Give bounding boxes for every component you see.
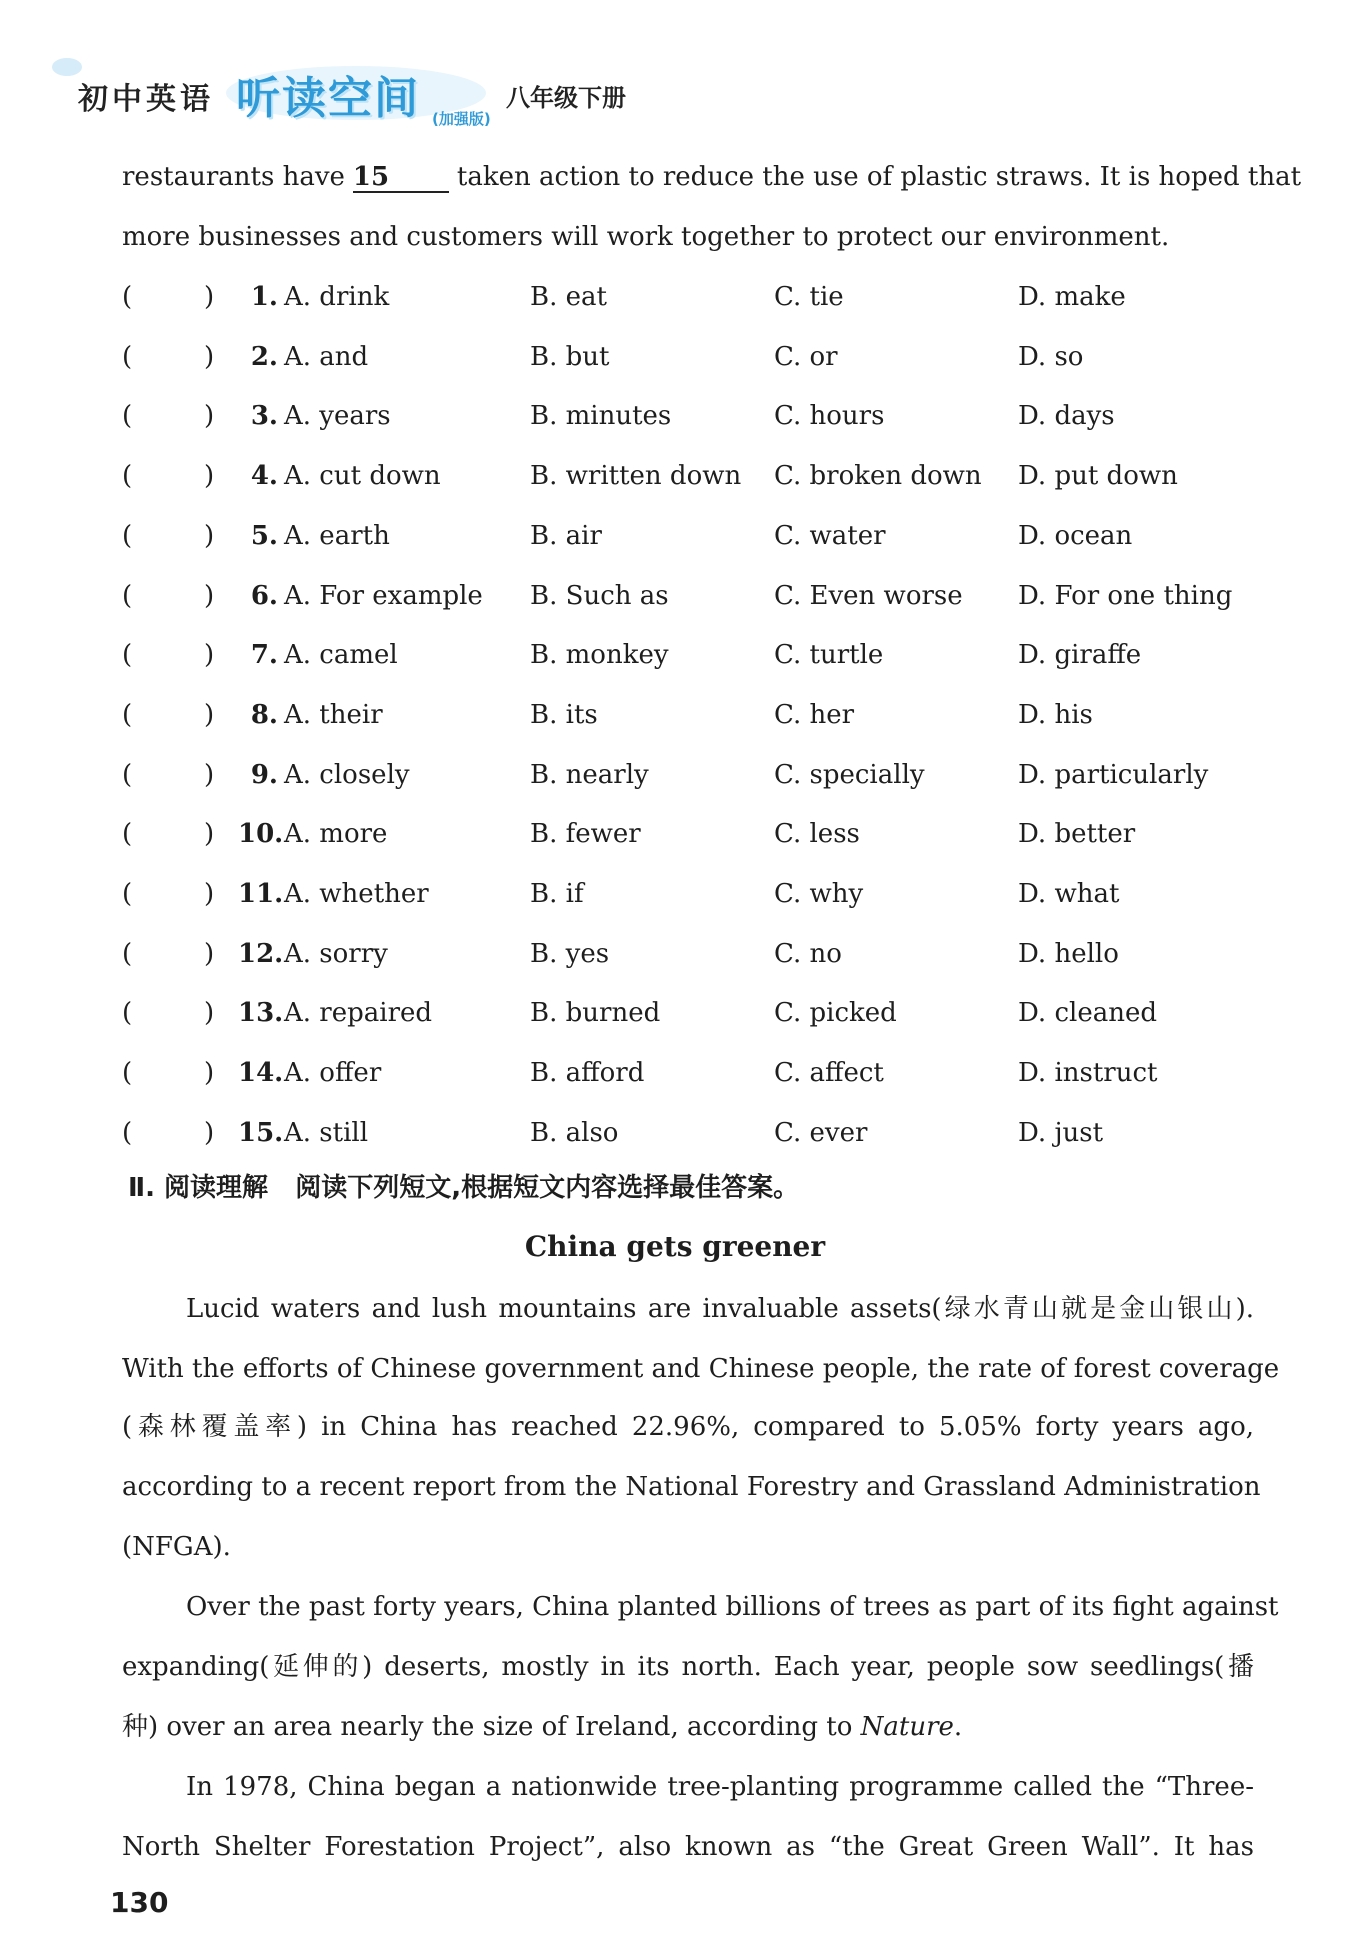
question-number: 9. [250, 760, 278, 790]
option-c: C. Even worse [774, 581, 963, 611]
option-a: A. camel [284, 640, 398, 670]
header-series-title: 初中英语 [78, 82, 214, 117]
option-b: B. air [530, 521, 602, 551]
question-number: 15. [238, 1118, 284, 1148]
option-d: D. better [1018, 819, 1136, 849]
option-a: A. For example [284, 581, 483, 611]
option-d: D. cleaned [1018, 998, 1157, 1028]
answer-paren-right: ) [204, 819, 215, 849]
answer-paren-left[interactable]: ( [122, 1058, 133, 1088]
article-text: 种) over an area nearly the size of Ireland, according to [122, 1712, 853, 1742]
option-a: A. drink [284, 282, 390, 312]
answer-paren-right: ) [204, 342, 215, 372]
option-a: A. still [284, 1118, 369, 1148]
option-b: B. eat [530, 282, 607, 312]
question-number: 11. [238, 879, 284, 909]
option-b: B. monkey [530, 640, 669, 670]
question-number: 10. [238, 819, 284, 849]
answer-paren-left[interactable]: ( [122, 998, 133, 1028]
question-row [122, 337, 1254, 377]
option-b: B. its [530, 700, 598, 730]
option-d: D. put down [1018, 461, 1178, 491]
answer-paren-right: ) [204, 461, 215, 491]
question-row [122, 277, 1254, 317]
answer-paren-left[interactable]: ( [122, 342, 133, 372]
option-b: B. but [530, 342, 610, 372]
passage-text: restaurants have [122, 162, 345, 192]
answer-paren-left[interactable]: ( [122, 700, 133, 730]
header-logo-text: 听读空间 [236, 73, 420, 124]
question-row [122, 695, 1254, 735]
question-number: 1. [250, 282, 278, 312]
question-row [122, 874, 1254, 914]
question-number: 7. [250, 640, 278, 670]
answer-paren-left[interactable]: ( [122, 1118, 133, 1148]
option-b: B. fewer [530, 819, 641, 849]
question-row [122, 635, 1254, 675]
page-header [60, 62, 960, 132]
section-title: Ⅱ. 阅读理解 [128, 1173, 269, 1203]
article-line: expanding(延伸的) deserts, mostly in its north. Each year, people sow seedlings(播 [122, 1652, 1254, 1682]
option-b: B. afford [530, 1058, 645, 1088]
option-c: C. ever [774, 1118, 868, 1148]
option-b: B. Such as [530, 581, 669, 611]
answer-paren-left[interactable]: ( [122, 819, 133, 849]
header-logo-subtitle: (加强版) [432, 110, 491, 128]
option-b: B. if [530, 879, 584, 909]
answer-paren-left[interactable]: ( [122, 879, 133, 909]
article-line: (NFGA). [122, 1532, 231, 1562]
option-c: C. tie [774, 282, 844, 312]
option-b: B. burned [530, 998, 661, 1028]
question-row [122, 934, 1254, 974]
question-row [122, 814, 1254, 854]
question-number: 12. [238, 939, 284, 969]
article-line: Lucid waters and lush mountains are invaluable assets(绿水青山就是金山银山). [186, 1294, 1254, 1324]
option-d: D. For one thing [1018, 581, 1233, 611]
article-line: In 1978, China began a nationwide tree-planting programme called the “Three- [186, 1772, 1254, 1802]
option-d: D. hello [1018, 939, 1119, 969]
option-a: A. earth [284, 521, 390, 551]
answer-paren-left[interactable]: ( [122, 401, 133, 431]
option-d: D. his [1018, 700, 1093, 730]
answer-paren-right: ) [204, 401, 215, 431]
answer-paren-left[interactable]: ( [122, 939, 133, 969]
question-row [122, 1113, 1254, 1153]
question-row [122, 993, 1254, 1033]
answer-paren-left[interactable]: ( [122, 760, 133, 790]
option-c: C. turtle [774, 640, 884, 670]
question-number: 4. [250, 461, 278, 491]
answer-paren-right: ) [204, 1118, 215, 1148]
passage-text: taken action to reduce the use of plastic straws. It is hoped that [456, 162, 1302, 192]
option-d: D. what [1018, 879, 1120, 909]
question-row [122, 755, 1254, 795]
question-number: 3. [250, 401, 278, 431]
question-row [122, 576, 1254, 616]
answer-paren-right: ) [204, 998, 215, 1028]
option-a: A. offer [284, 1058, 382, 1088]
answer-paren-left[interactable]: ( [122, 581, 133, 611]
option-c: C. less [774, 819, 860, 849]
option-a: A. sorry [284, 939, 388, 969]
option-d: D. instruct [1018, 1058, 1158, 1088]
article-line: (森林覆盖率) in China has reached 22.96%, compared to 5.05% forty years ago, [122, 1412, 1254, 1442]
answer-paren-right: ) [204, 640, 215, 670]
answer-paren-left[interactable]: ( [122, 461, 133, 491]
option-c: C. water [774, 521, 886, 551]
option-d: D. particularly [1018, 760, 1209, 790]
header-grade: 八年级下册 [506, 84, 626, 112]
option-b: B. minutes [530, 401, 672, 431]
answer-paren-right: ) [204, 282, 215, 312]
section-heading [128, 1168, 799, 1208]
option-b: B. written down [530, 461, 742, 491]
answer-paren-right: ) [204, 581, 215, 611]
option-c: C. hours [774, 401, 885, 431]
answer-paren-right: ) [204, 521, 215, 551]
option-c: C. why [774, 879, 864, 909]
option-a: A. their [284, 700, 383, 730]
option-d: D. just [1018, 1118, 1104, 1148]
option-c: C. broken down [774, 461, 982, 491]
page-number: 130 [110, 1886, 169, 1919]
option-c: C. or [774, 342, 838, 372]
article-line [122, 1710, 1254, 1744]
option-c: C. no [774, 939, 842, 969]
answer-paren-left[interactable]: ( [122, 521, 133, 551]
option-d: D. ocean [1018, 521, 1133, 551]
question-row [122, 1053, 1254, 1093]
article-line: Over the past forty years, China planted billions of trees as part of its fight against [186, 1592, 1279, 1622]
question-number: 8. [250, 700, 278, 730]
option-c: C. picked [774, 998, 897, 1028]
option-d: D. so [1018, 342, 1084, 372]
question-number: 13. [238, 998, 284, 1028]
article-line: North Shelter Forestation Project”, also known as “the Great Green Wall”. It has [122, 1832, 1254, 1862]
article-title: China gets greener [524, 1230, 826, 1263]
answer-paren-left[interactable]: ( [122, 282, 133, 312]
question-row [122, 516, 1254, 556]
answer-paren-right: ) [204, 939, 215, 969]
option-b: B. nearly [530, 760, 649, 790]
option-a: A. more [284, 819, 388, 849]
answer-paren-right: ) [204, 760, 215, 790]
question-number: 6. [250, 581, 278, 611]
article-text: . [953, 1712, 963, 1742]
option-d: D. giraffe [1018, 640, 1142, 670]
option-d: D. days [1018, 401, 1115, 431]
article-line: With the efforts of Chinese government and Chinese people, the rate of forest coverage [122, 1354, 1280, 1384]
option-b: B. yes [530, 939, 610, 969]
answer-paren-right: ) [204, 879, 215, 909]
article-italic-text: Nature [860, 1712, 954, 1742]
passage-line: more businesses and customers will work together to protect our environment. [122, 222, 1170, 252]
option-a: A. years [284, 401, 391, 431]
option-a: A. cut down [284, 461, 441, 491]
option-a: A. closely [284, 760, 410, 790]
option-a: A. repaired [284, 998, 433, 1028]
passage-line [122, 160, 1302, 194]
article-line: according to a recent report from the National Forestry and Grassland Administration [122, 1472, 1261, 1502]
question-row [122, 396, 1254, 436]
option-c: C. specially [774, 760, 925, 790]
question-number: 5. [250, 521, 278, 551]
answer-paren-right: ) [204, 1058, 215, 1088]
option-a: A. whether [284, 879, 429, 909]
option-c: C. her [774, 700, 855, 730]
question-row [122, 456, 1254, 496]
option-d: D. make [1018, 282, 1126, 312]
question-number: 14. [238, 1058, 284, 1088]
option-a: A. and [284, 342, 369, 372]
option-b: B. also [530, 1118, 619, 1148]
section-instruction: 阅读下列短文,根据短文内容选择最佳答案。 [295, 1173, 800, 1203]
answer-paren-left[interactable]: ( [122, 640, 133, 670]
question-number: 2. [250, 342, 278, 372]
answer-blank: 15 [353, 163, 449, 193]
option-c: C. affect [774, 1058, 884, 1088]
answer-paren-right: ) [204, 700, 215, 730]
